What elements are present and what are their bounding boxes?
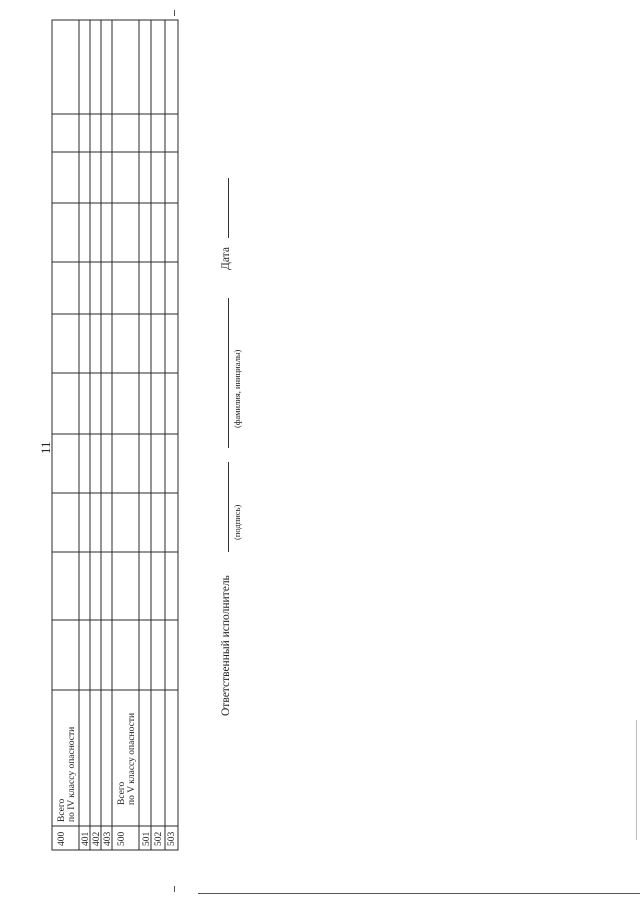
row-code-502: 502 [154,831,164,846]
signature-line [228,462,229,552]
row-label-500 [117,713,137,805]
name-line [228,298,229,448]
row-label-400-line1: Всего [57,798,67,822]
scan-mark-top [174,10,175,16]
row-code-401: 401 [81,831,91,846]
date-line [228,178,229,238]
scan-mark-bottom [174,886,175,892]
row-code-501: 501 [142,831,152,846]
name-caption: (фамилия, инициалы) [232,349,242,428]
table-border [52,20,178,850]
signature-caption: (подпись) [232,504,242,540]
row-code-400: 400 [57,831,67,846]
row-label-500-line1: Всего [117,781,127,805]
row-code-503: 503 [167,831,177,846]
page-edge-line [198,893,640,894]
responsible-person-label: Ответственный исполнитель [220,575,232,716]
row-label-400-line2: по IV классу опасности [67,726,77,822]
row-code-402: 402 [92,831,102,846]
row-code-500: 500 [117,831,127,846]
date-label: Дата [220,247,232,270]
row-label-400 [57,727,77,822]
scan-edge-right [636,720,637,840]
page-number: 11 [38,441,53,454]
row-label-500-line2: по V классу опасности [127,712,137,805]
row-code-403: 403 [103,831,113,846]
